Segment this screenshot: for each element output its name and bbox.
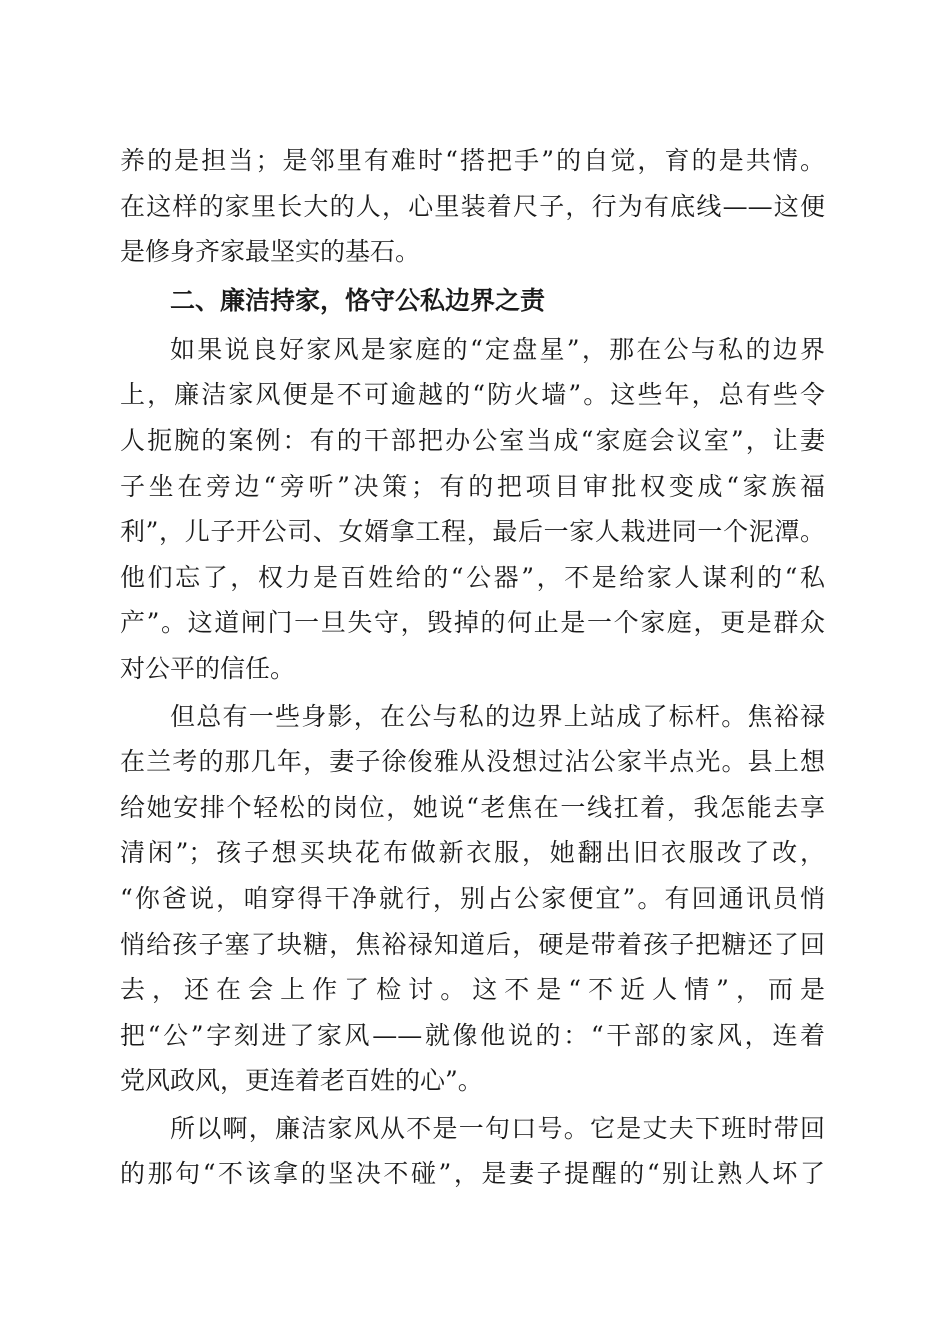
text-line: 如果说良好家风是家庭的“定盘星”，那在公与私的边界 (170, 334, 825, 364)
document-page (120, 138, 825, 1197)
text-line: 党风政风，更连着老百姓的心”。 (120, 1066, 483, 1096)
paragraph-2 (120, 694, 825, 1104)
text-line: 利”，儿子开公司、女婿拿工程，最后一家人栽进同一个泥潭。 (120, 517, 825, 547)
text-line: 的那句“不该拿的坚决不碰”，是妻子提醒的“别让熟人坏了 (120, 1159, 825, 1189)
intro-paragraph (120, 138, 825, 275)
text-line: “你爸说，咱穿得干净就行，别占公家便宜”。有回通讯员悄 (120, 883, 825, 913)
text-line: 他们忘了，权力是百姓给的“公器”，不是给家人谋利的“私 (120, 562, 825, 592)
text-line: 子坐在旁边“旁听”决策；有的把项目审批权变成“家族福 (120, 471, 825, 501)
text-line: 去，还在会上作了检讨。这不是“不近人情”，而是 (120, 975, 825, 1005)
text-line: 清闲”；孩子想买块花布做新衣服，她翻出旧衣服改了改， (120, 838, 825, 868)
text-line: 对公平的信任。 (120, 653, 296, 683)
text-line: 悄给孩子塞了块糖，焦裕禄知道后，硬是带着孩子把糖还了回 (120, 929, 825, 959)
text-line: 是修身齐家最坚实的基石。 (120, 237, 421, 267)
text-line: 在这样的家里长大的人，心里装着尺子，行为有底线——这便 (120, 191, 825, 221)
text-line: 养的是担当；是邻里有难时“搭把手”的自觉，育的是共情。 (120, 146, 825, 175)
text-line: 给她安排个轻松的岗位，她说“老焦在一线扛着，我怎能去享 (120, 792, 825, 822)
text-line: 上，廉洁家风便是不可逾越的“防火墙”。这些年，总有些令 (120, 380, 825, 410)
text-line: 人扼腕的案例：有的干部把办公室当成“家庭会议室”，让妻 (120, 425, 825, 455)
paragraph-1 (120, 327, 825, 692)
text-line: 产”。这道闸门一旦失守，毁掉的何止是一个家庭，更是群众 (120, 608, 825, 638)
text-line: 所以啊，廉洁家风从不是一句口号。它是丈夫下班时带回 (170, 1113, 825, 1143)
paragraph-3 (120, 1106, 825, 1197)
section-heading: 二、廉洁持家，恪守公私边界之责 (170, 285, 546, 315)
text-line: 在兰考的那几年，妻子徐俊雅从没想过沾公家半点光。县上想 (120, 747, 825, 777)
text-line: 但总有一些身影，在公与私的边界上站成了标杆。焦裕禄 (170, 701, 825, 731)
text-line: 把“公”字刻进了家风——就像他说的：“干部的家风，连着 (120, 1020, 825, 1050)
